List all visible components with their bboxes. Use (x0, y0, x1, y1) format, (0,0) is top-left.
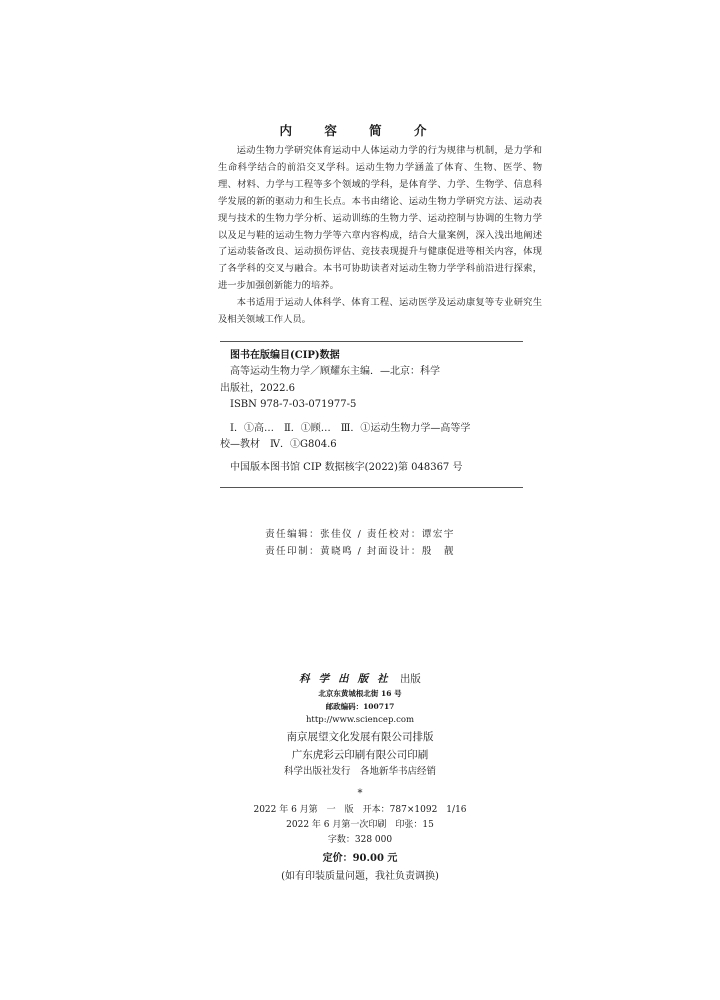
cip-block (220, 348, 523, 477)
publisher-address: 北京东黄城根北街 16 号 (318, 689, 402, 698)
credits-line: 责任印制：黄晓鸣 / 封面设计：殷 靓 (265, 545, 455, 557)
separator-star: * (357, 788, 363, 799)
cip-record-number: 中国版本图书馆 CIP 数据核字(2022)第 048367 号 (230, 462, 463, 474)
cip-line: 高等运动生物力学／顾耀东主编．—北京：科学 (230, 366, 440, 378)
edition-line: 2022 年 6 月第 一 版 开本：787×1092 1/16 (253, 805, 467, 815)
cip-isbn: ISBN 978-7-03-071977-5 (230, 399, 357, 411)
publisher-line (0, 670, 720, 688)
publisher-url: http://www.sciencep.com (305, 715, 415, 725)
publication-info (0, 670, 720, 885)
publisher-name: 科学出版社 (299, 673, 397, 685)
summary-text (218, 143, 542, 329)
cip-top-rule (220, 341, 523, 342)
distribution: 科学出版社发行 各地新华书店经销 (283, 766, 436, 777)
edition-line: 2022 年 6 月第一次印刷 印张：15 (286, 820, 434, 830)
credits-line: 责任编辑：张佳仪 / 责任校对：谭宏宇 (265, 529, 455, 540)
summary-paragraph: 运动生物力学研究体育运动中人体运动力学的行为规律与机制，是力学和生命科学结合的前沿交叉学科。运动生物力学涵盖了体育、生物、医学、物理、材料、力学与工程等多个领域的学科，是体育学、力学、生物学、信息科学发展的新的驱动力和生长点。本书由绪论、运动生物力学研究方法、运动表现与技术的生物力学分析、运动训练的生物力学、运动控制与协调的生物力学以及足与鞋的运动生物力学等六章内容构成，结合大量案例，深入浅出地阐述了运动装备改良、运动损伤评估、竞技表现提升与健康促进等相关内容，体现了各学科的交叉与融合。本书可协助读者对运动生物力学学科前沿进行探索，进一步加强创新能力的培养。 (218, 145, 542, 292)
word-count: 字数：328 000 (327, 835, 393, 845)
summary-paragraph: 本书适用于运动人体科学、体育工程、运动医学及运动康复等专业研究生及相关领域工作人员。 (218, 297, 542, 326)
credits (0, 527, 720, 560)
typesetter: 南京展望文化发展有限公司排版 (286, 731, 434, 743)
printer: 广东虎彩云印刷有限公司印刷 (291, 749, 429, 761)
cip-heading: 图书在版编目(CIP)数据 (230, 350, 340, 361)
quality-note: (如有印装质量问题，我社负责调换) (281, 871, 439, 882)
cip-bottom-rule (220, 487, 523, 488)
price: 定价：90.00 元 (322, 853, 398, 864)
cip-line: 出版社，2022.6 (220, 382, 295, 394)
cip-line: Ⅰ．①高… Ⅱ．①顾… Ⅲ．①运动生物力学—高等学 (230, 422, 471, 434)
publisher-postcode: 邮政编码：100717 (325, 701, 395, 711)
summary-title: 内 容 简 介 (279, 123, 441, 138)
publisher-suffix: 出版 (399, 673, 421, 685)
cip-line: 校—教材 Ⅳ．①G804.6 (220, 439, 337, 451)
